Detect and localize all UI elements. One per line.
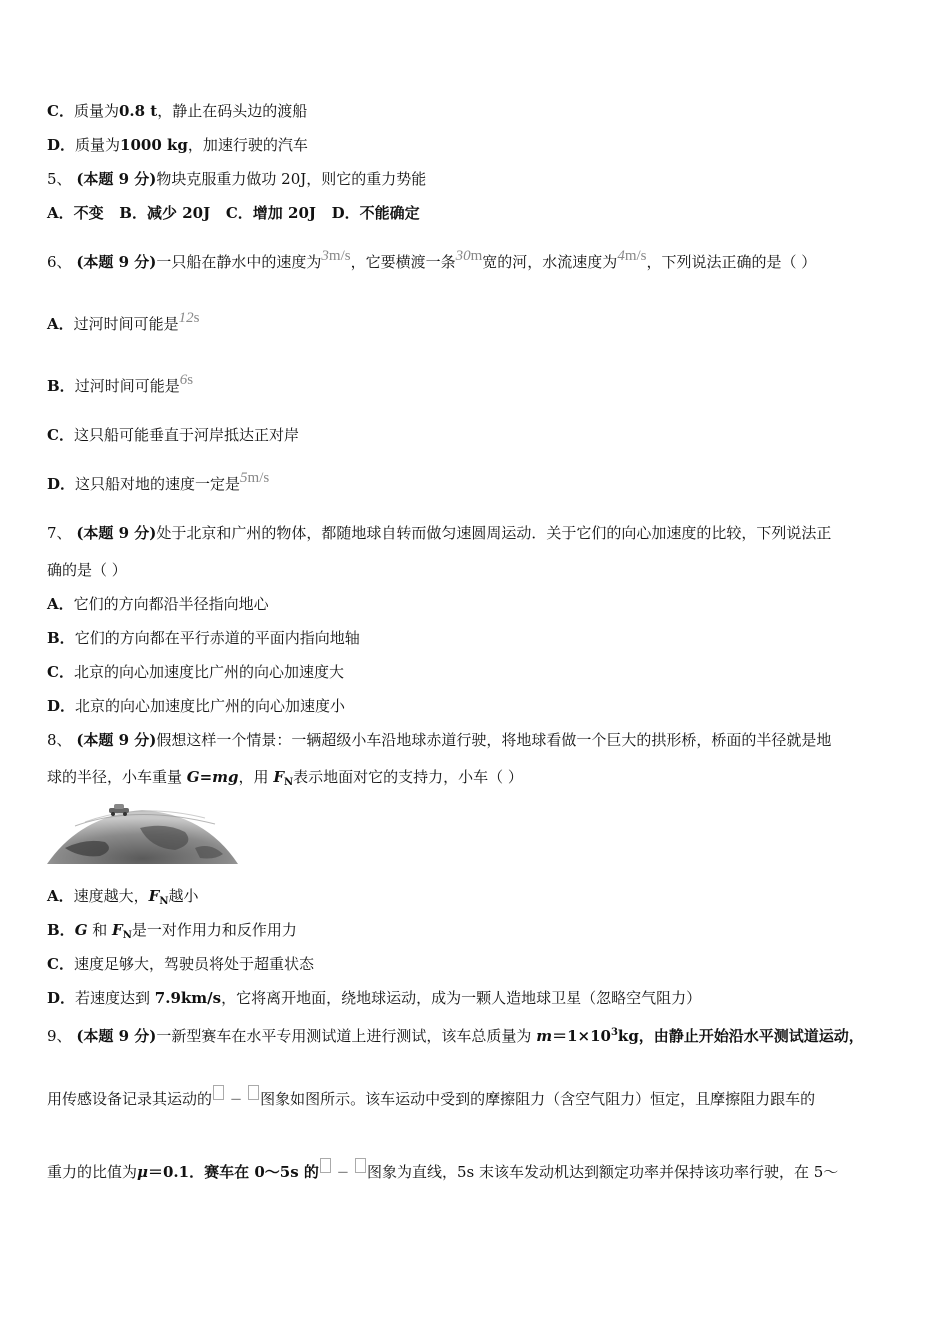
- q9-stem-line3: 重力的比值为μ＝0.1．赛车在 0～5s 的 − 图象为直线，5s 末该车发动机达到额定功率并保持该功率行驶，在 5～: [47, 1158, 907, 1182]
- q6-option-d: D．这只船对地的速度一定是5m/s: [47, 470, 270, 493]
- missing-symbol-box: [320, 1158, 331, 1173]
- q8-option-d: D．若速度达到 7.9km/s，它将离开地面，绕地球运动，成为一颗人造地球卫星（忽略空气阻力）: [47, 989, 702, 1007]
- q7-stem-line2: 确的是（ ）: [47, 561, 127, 579]
- missing-symbol-box: [213, 1085, 224, 1100]
- q9-stem-line2: 用传感设备记录其运动的 − 图象如图所示。该车运动中受到的摩擦阻力（含空气阻力）恒定，且摩擦阻力跟车的: [47, 1085, 907, 1109]
- earth-car-illustration: [45, 798, 240, 866]
- q9-stem-line1: 9、 (本题 9 分)一新型赛车在水平专用测试道上进行测试，该车总质量为 $m=1\times 10^3kg$，由静止开始沿水平测试道运动，: [47, 1027, 864, 1045]
- q8-option-b: B．G 和 $F_N$是一对作用力和反作用力: [47, 921, 297, 941]
- q7-option-c: C．北京的向心加速度比广州的向心加速度大: [47, 663, 344, 681]
- q6-stem: 6、 (本题 9 分)一只船在静水中的速度为3m/s，它要横渡一条30m宽的河，水流速度为4m/s，下列说法正确的是（ ）: [47, 248, 817, 271]
- missing-symbol-box: [355, 1158, 366, 1173]
- q5-options: A．不变 B．减少 20J C．增加 20J D．不能确定: [47, 204, 420, 222]
- q7-option-d: D．北京的向心加速度比广州的向心加速度小: [47, 697, 346, 715]
- q7-option-a: A．它们的方向都沿半径指向地心: [47, 595, 269, 613]
- formula-time-12s: 12s: [178, 310, 200, 326]
- q6-option-a: A．过河时间可能是12s: [47, 310, 200, 333]
- q4-option-d: D．质量为1000 kg，加速行驶的汽车: [47, 136, 308, 154]
- formula-speed-5ms: 5m/s: [240, 470, 270, 486]
- q8-option-c: C．速度足够大，驾驶员将处于超重状态: [47, 955, 314, 973]
- formula-river-width: 30m: [455, 248, 483, 264]
- q6-option-c: C．这只船可能垂直于河岸抵达正对岸: [47, 426, 299, 444]
- q8-stem-line1: 8、 (本题 9 分)假想这样一个情景：一辆超级小车沿地球赤道行驶，将地球看做一个巨大的拱形桥，桥面的半径就是地: [47, 731, 832, 749]
- missing-symbol-box: [248, 1085, 259, 1100]
- q8-option-a: A．速度越大，$F_N$越小: [47, 887, 199, 907]
- q5-stem: 5、 (本题 9 分)物块克服重力做功 20J，则它的重力势能: [47, 170, 427, 188]
- q7-option-b: B．它们的方向都在平行赤道的平面内指向地轴: [47, 629, 360, 647]
- formula-time-6s: 6s: [179, 372, 194, 388]
- q6-option-b: B．过河时间可能是6s: [47, 372, 194, 395]
- q7-stem-line1: 7、 (本题 9 分)处于北京和广州的物体，都随地球自转而做匀速圆周运动．关于它们的向心加速度的比较，下列说法正: [47, 524, 832, 542]
- formula-water-speed: 4m/s: [617, 248, 647, 264]
- formula-speed-boat: 3m/s: [321, 248, 351, 264]
- q8-stem-line2: 球的半径，小车重量 G=mg，用 $F_N$表示地面对它的支持力，小车（ ）: [47, 768, 523, 788]
- q4-option-c: C．质量为0.8 t，静止在码头边的渡船: [47, 102, 308, 120]
